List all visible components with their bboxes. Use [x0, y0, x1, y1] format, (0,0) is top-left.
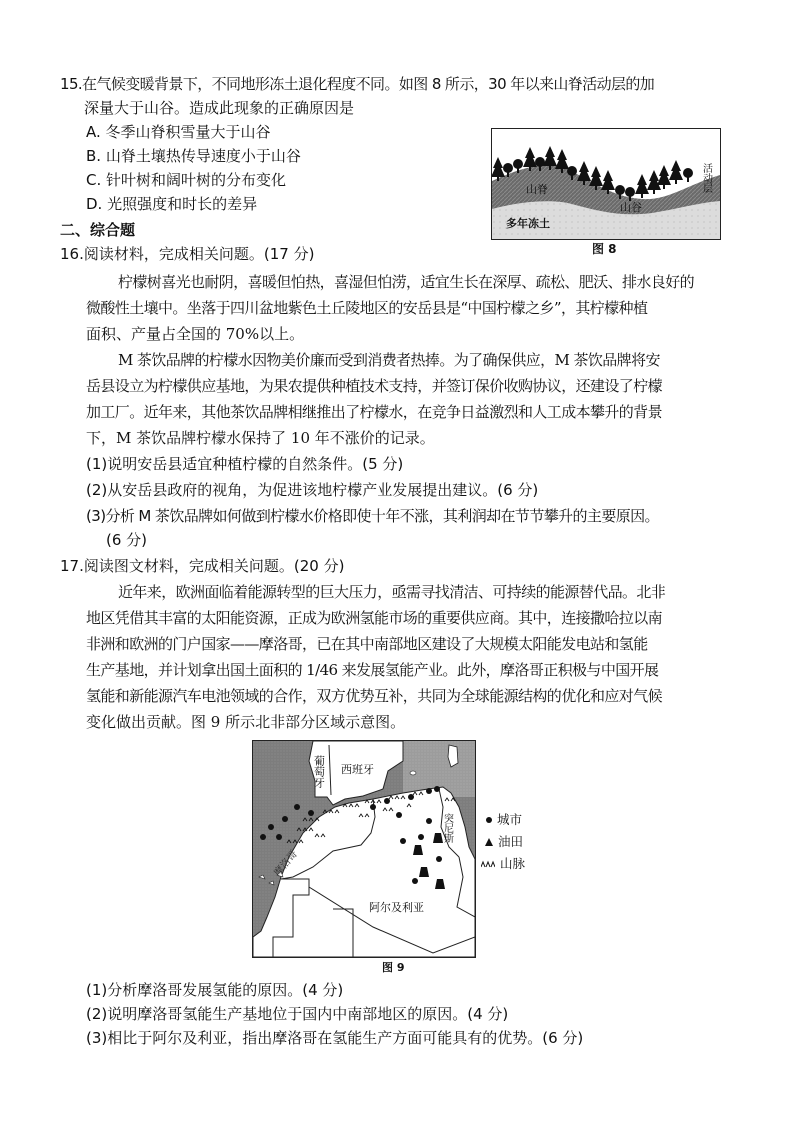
mountain-mark [297, 828, 313, 831]
q15-option-c: C. 针叶树和阔叶树的分布变化 [86, 171, 287, 189]
q17-question-3: (3)相比于阿尔及利亚，指出摩洛哥在氢能生产方面可能具有的优势。(6 分) [86, 1029, 584, 1047]
city-dot [260, 834, 266, 840]
q17-para-line-6: 变化做出贡献。图 9 所示北非部分区域示意图。 [86, 713, 406, 731]
q16-question-3: (3)分析 M 茶饮品牌如何做到柠檬水价格即使十年不涨，其利润却在节节攀升的主要原因。 [86, 507, 659, 525]
label-ridge: 山脊 [526, 183, 548, 196]
legend-label-mountain: 山脉 [500, 856, 526, 871]
city-dot [408, 794, 414, 800]
q16-para2-line-4: 下，M 茶饮品牌柠檬水保持了 10 年不涨价的记录。 [86, 429, 435, 447]
label-spain: 西班牙 [341, 763, 374, 776]
q17-para-line-4: 生产基地，并计划拿出国土面积的 1/46 来发展氢能产业。此外，摩洛哥正积极与中国开展 [86, 661, 659, 679]
label-active-layer: 活动层 [700, 163, 712, 193]
figure-8-caption: 图 8 [592, 242, 617, 256]
mountain-mark [323, 810, 339, 813]
label-morocco: 摩洛哥 [272, 848, 300, 879]
q17-title: 17.阅读图文材料，完成相关问题。(20 分) [60, 557, 345, 575]
city-dot [434, 786, 440, 792]
q16-title: 16.阅读材料，完成相关问题。(17 分) [60, 245, 315, 263]
q15-option-d: D. 光照强度和时长的差异 [86, 195, 258, 213]
city-dot [396, 812, 402, 818]
q16-para2-line-1: M 茶饮品牌的柠檬水因物美价廉而受到消费者热捧。为了确保供应，M 茶饮品牌将安 [118, 351, 660, 369]
legend-item-mountain [481, 856, 525, 872]
mountain-mark [389, 796, 405, 799]
city-dot [308, 810, 314, 816]
q16-question-1: (1)说明安岳县适宜种植柠檬的自然条件。(5 分) [86, 455, 404, 473]
q15-stem-line-1: 15.在气候变暖背景下，不同地形冻土退化程度不同。如图 8 所示，30 年以来山脊活动层的加 [60, 75, 655, 93]
legend-item-city [486, 812, 522, 828]
city-dot [426, 818, 432, 824]
q15-option-a: A. 冬季山脊积雪量大于山谷 [86, 123, 271, 141]
q16-para2-line-2: 岳县设立为柠檬供应基地，为果农提供种植技术支持，并签订保价收购协议，还建设了柠檬 [86, 377, 663, 395]
figure-9-north-africa-map [252, 740, 476, 958]
legend-item-oilfield [485, 834, 523, 850]
city-dot [276, 834, 282, 840]
mountain-mark [303, 818, 319, 821]
balearic-island [410, 771, 416, 775]
city-dot-icon [486, 817, 492, 823]
mountain-mark [365, 800, 381, 803]
label-permafrost: 多年冻土 [506, 217, 550, 230]
label-portugal: 葡萄牙 [312, 755, 326, 788]
q16-para1-line-3: 面积、产量占全国的 70%以上。 [86, 325, 305, 343]
city-dot [400, 838, 406, 844]
q17-para-line-2: 地区凭借其丰富的太阳能资源，正成为欧洲氢能市场的重要供应商。其中，连接撒哈拉以南 [86, 609, 663, 627]
city-dot [426, 788, 432, 794]
q17-para-line-1: 近年来，欧洲面临着能源转型的巨大压力，亟需寻找清洁、可持续的能源替代品。北非 [118, 583, 666, 601]
q17-para-line-3: 非洲和欧洲的门户国家——摩洛哥，已在其中南部地区建设了大规模太阳能发电站和氢能 [86, 635, 648, 653]
legend-label-city: 城市 [497, 812, 523, 827]
q16-question-2: (2)从安岳县政府的视角，为促进该地柠檬产业发展提出建议。(6 分) [86, 481, 539, 499]
oilfield-icon [485, 838, 493, 846]
mountain-icon [481, 860, 495, 868]
label-valley: 山谷 [620, 201, 642, 214]
q17-para-line-5: 氢能和新能源汽车电池领域的合作，双方优势互补，共同为全球能源结构的优化和应对气候 [86, 687, 663, 705]
map-illustration [253, 741, 475, 957]
label-tunisia: 突尼斯 [441, 813, 453, 843]
city-dot [294, 804, 300, 810]
q17-question-1: (1)分析摩洛哥发展氢能的原因。(4 分) [86, 981, 344, 999]
city-dot [384, 798, 390, 804]
city-dot [418, 834, 424, 840]
q16-para1-line-2: 微酸性土壤中。坐落于四川盆地紫色土丘陵地区的安岳县是“中国柠檬之乡”，其柠檬种植 [86, 299, 648, 317]
city-dot [268, 824, 274, 830]
city-dot [436, 856, 442, 862]
terrain-illustration [492, 129, 720, 239]
q17-question-2: (2)说明摩洛哥氢能生产基地位于国内中南部地区的原因。(4 分) [86, 1005, 509, 1023]
city-dot [412, 878, 418, 884]
figure-9-caption: 图 9 [382, 961, 405, 974]
mountain-mark [287, 840, 303, 843]
q16-para2-line-3: 加工厂。近年来，其他茶饮品牌相继推出了柠檬水，在竞争日益激烈和人工成本攀升的背景 [86, 403, 663, 421]
legend-label-oilfield: 油田 [498, 834, 524, 849]
label-algeria: 阿尔及利亚 [369, 901, 424, 914]
q16-question-3-points: (6 分) [106, 531, 148, 549]
figure-8-terrain-diagram [491, 128, 721, 240]
q16-para1-line-1: 柠檬树喜光也耐阴，喜暖但怕热，喜湿但怕涝，适宜生长在深厚、疏松、肥沃、排水良好的 [118, 273, 695, 291]
q15-stem-line-2: 深量大于山谷。造成此现象的正确原因是 [84, 99, 355, 117]
q15-option-b: B. 山脊土壤热传导速度小于山谷 [86, 147, 301, 165]
section-2-title: 二、综合题 [60, 221, 136, 239]
city-dot [370, 804, 376, 810]
mountain-mark [343, 804, 359, 807]
city-dot [282, 816, 288, 822]
